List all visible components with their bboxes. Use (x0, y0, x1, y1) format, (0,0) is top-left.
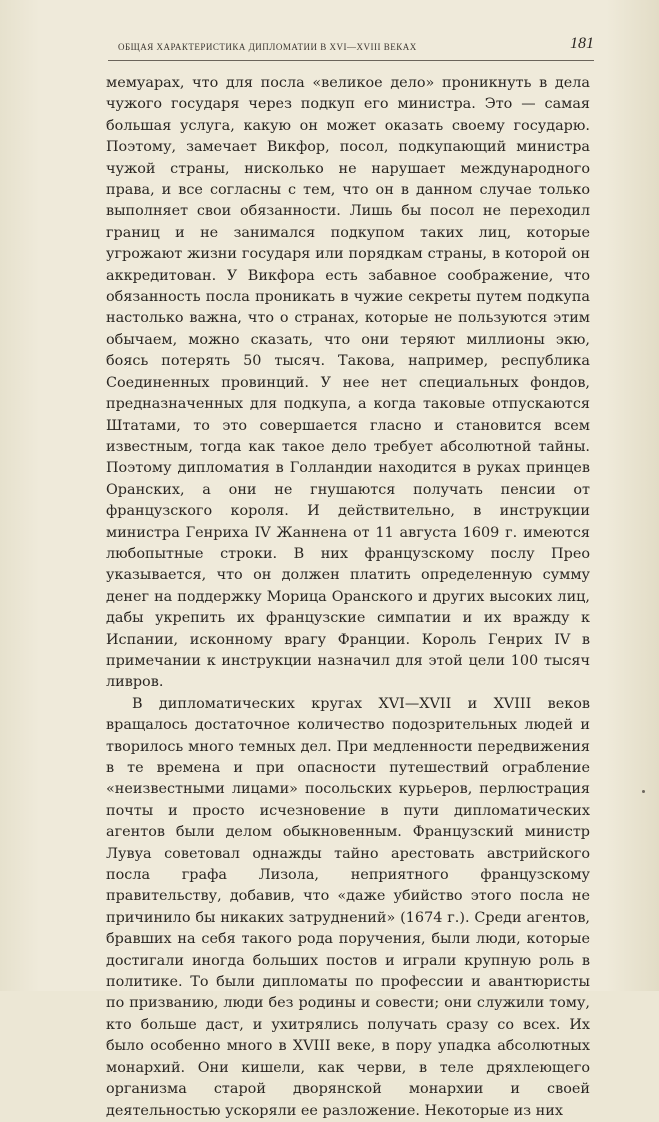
paper-speck (642, 790, 645, 793)
page-number: 181 (570, 35, 594, 52)
body-text (106, 73, 590, 1122)
paragraph: мемуарах, что для посла «великое дело» проникнуть в дела чужого государя через подкуп его министра. Это — самая большая услуга, какую он может оказать своему государю. Поэтому, замечает Викфор, посол, подкупающий министра чужой страны, нисколько не нарушает международного права, и все согласны с тем, что он в данном случае только выполняет свои обязанности. Лишь бы посол не переходил границ и не занимался подкупом таких лиц, которые угрожают жизни государя или порядкам страны, в которой он аккредитован. У Викфора есть забавное соображение, что обязанность посла проникать в чужие секреты путем подкупа настолько важна, что о странах, которые не пользуются этим обычаем, можно сказать, что они теряют миллионы экю, боясь потерять 50 тысяч. Такова, например, республика Соединенных провинций. У нее нет специальных фондов, предназначенных для подкупа, а когда таковые отпускаются Штатами, то это совершается гласно и становится всем известным, тогда как такое дело требует абсолютной тайны. Поэтому дипломатия в Голландии находится в руках принцев Оранских, а они не гнушаются получать пенсии от французского короля. И действительно, в инструкции министра Генриха IV Жаннена от 11 августа 1609 г. имеются любопытные строки. В них французскому послу Прео указывается, что он должен платить определенную сумму денег на поддержку Морица Оранского и других высоких лиц, дабы укрепить их французские симпатии и их вражду к Испании, исконному врагу Франции. Король Генрих IV в примечании к инструкции назначил для этой цели 100 тысяч ливров. (106, 75, 590, 691)
running-title: ОБЩАЯ ХАРАКТЕРИСТИКА ДИПЛОМАТИИ В XVI—XVIII ВЕКАХ (118, 42, 417, 52)
page-header (108, 30, 594, 61)
paragraph: В дипломатических кругах XVI—XVII и XVIII веков вращалось достаточное количество подозрительных людей и творилось много темных дел. При медленности передвижения в те времена и при опасности путешествий ограбление «неизвестными лицами» посольских курьеров, перлюстрация почты и просто исчезновение в пути дипломатических агентов были делом обыкновенным. Французский министр Лувуа советовал однажды тайно арестовать австрийского посла графа Лизола, неприятного французскому правительству, добавив, что «даже убийство этого посла не причинило бы никаких затруднений» (1674 г.). Среди агентов, бравших на себя такого рода поручения, были люди, которые достигали иногда больших постов и играли крупную роль в политике. То были дипломаты по профессии и авантюристы по призванию, люди без родины и совести; они служили тому, кто больше даст, и ухитрялись получать сразу со всех. Их было особенно много в XVIII веке, в пору упадка абсолютных монархий. Они кишели, как черви, в теле дряхлеющего организма старой дворянской монархии и своей деятельностью ускоряли ее разложение. Некоторые из них (106, 695, 590, 1119)
